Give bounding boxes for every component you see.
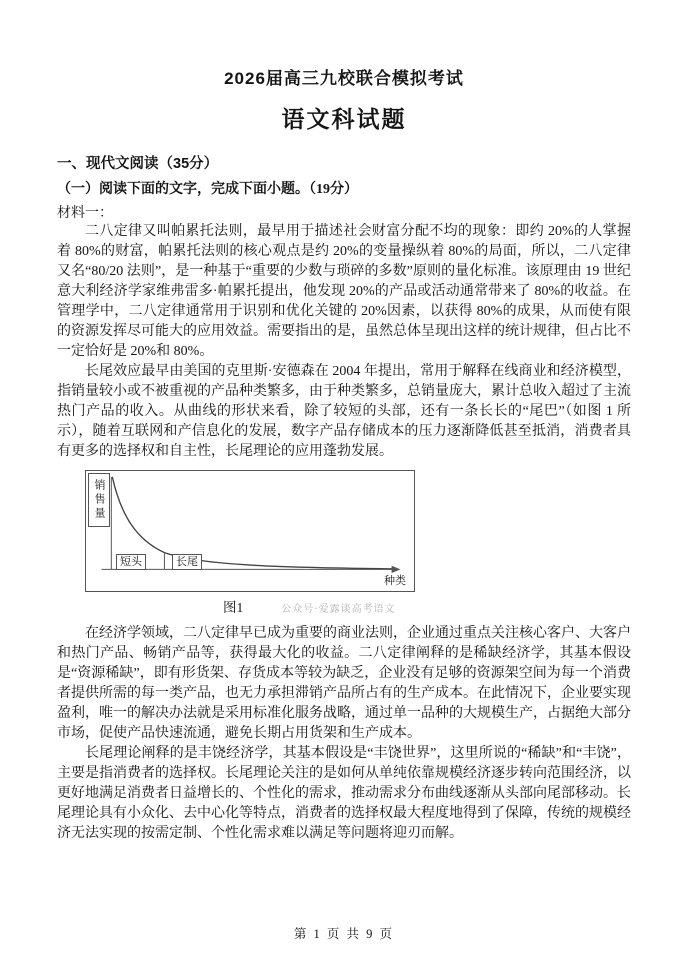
figure-watermark: 公众号·爱露谈高考语文 bbox=[281, 604, 396, 615]
long-tail-curve-figure bbox=[85, 470, 415, 592]
paragraph-abundance-economics: 长尾理论阐释的是丰饶经济学，其基本假设是“丰饶世界”，这里所说的“稀缺”和“丰饶”，主要是指消费者的选择权。长尾理论关注的是如何从单纯依靠规模经济逐步转向范围经济，以更好地满足消费者日益增长的、个性化的需求，推动需求分布曲线逐渐从头部向尾部移动。长尾理论具有小众化、去中心化等特点，消费者的选择权最大程度地得到了保障，传统的规模经济无法实现的按需定制、个性化需求难以满足等问题将迎刃而解。 bbox=[57, 746, 631, 841]
section-heading-modern-reading: 一、现代文阅读（35分） bbox=[57, 156, 219, 172]
figure-long-tail-label: 长尾 bbox=[172, 554, 202, 570]
exam-title: 2026届高三九校联合模拟考试 bbox=[224, 69, 464, 88]
paragraph-long-tail-effect: 长尾效应最早由美国的克里斯·安德森在 2004 年提出，常用于解释在线商业和经济模型，指销量较小或不被重视的产品种类繁多，由于种类繁多，总销量庞大，累计总收入超过了主流热门产品的收入。从曲线的形状来看，除了较短的头部，还有一条长长的“尾巴”（如图 1 所示），随着互联网和产信息化的发展，数字产品存储成本的压力逐渐降低甚至抵消，消费者具有更多的选择权和自主性，长尾理论的应用蓬勃发展。 bbox=[57, 364, 631, 459]
figure-x-axis-label: 种类 bbox=[384, 575, 406, 587]
figure-short-head-label: 短头 bbox=[116, 554, 146, 570]
material-one-label: 材料一： bbox=[57, 206, 113, 221]
paragraph-pareto-principle: 二八定律又叫帕累托法则，最早用于描述社会财富分配不均的现象：即约 20%的人掌握着 80%的财富，帕累托法则的核心观点是约 20%的变量操纵着 80%的局面，所以，二八定律又名“80/20 法则”，是一种基于“重要的少数与琐碎的多数”原则的量化标准。该原理由 19 世纪意大利经济学家维弗雷多·帕累托提出，他发现 20%的产品或活动通常带来了 80%的收益。在管理学中，二八定律通常用于识别和优化关键的 20%因素，以获得 80%的成果，从而使有限的资源发挥尽可能大的应用效益。需要指出的是，虽然总体呈现出这样的统计规律，但占比不一定恰好是 20%和 80%。 bbox=[57, 224, 631, 359]
page-number: 第 1 页 共 9 页 bbox=[293, 927, 395, 941]
long-tail-curve-drawing bbox=[86, 471, 414, 591]
paragraph-scarcity-economics: 在经济学领域，二八定律早已成为重要的商业法则，企业通过重点关注核心客户、大客户和热门产品、畅销产品等，获得最大化的收益。二八定律阐释的是稀缺经济学，其基本假设是“资源稀缺”，即有形货架、存货成本等较为缺乏，企业没有足够的资源架空间为每一个消费者提供所需的每一类产品，也无力承担滞销产品所占有的生产成本。在此情况下，企业要实现盈利，唯一的解决办法就是采用标准化服务战略，通过单一品种的大规模生产，占据绝大部分市场，促使产品快速流通，避免长期占用货架和生产成本。 bbox=[57, 626, 631, 741]
figure-y-axis-label: 销售量 bbox=[88, 473, 110, 527]
exam-subject-title: 语文科试题 bbox=[281, 106, 407, 132]
subsection-heading-instructions: （一）阅读下面的文字，完成下面小题。（19分） bbox=[57, 182, 358, 197]
figure-block bbox=[85, 470, 631, 622]
figure-caption-row bbox=[223, 596, 631, 616]
figure-caption: 图1 bbox=[223, 600, 244, 615]
